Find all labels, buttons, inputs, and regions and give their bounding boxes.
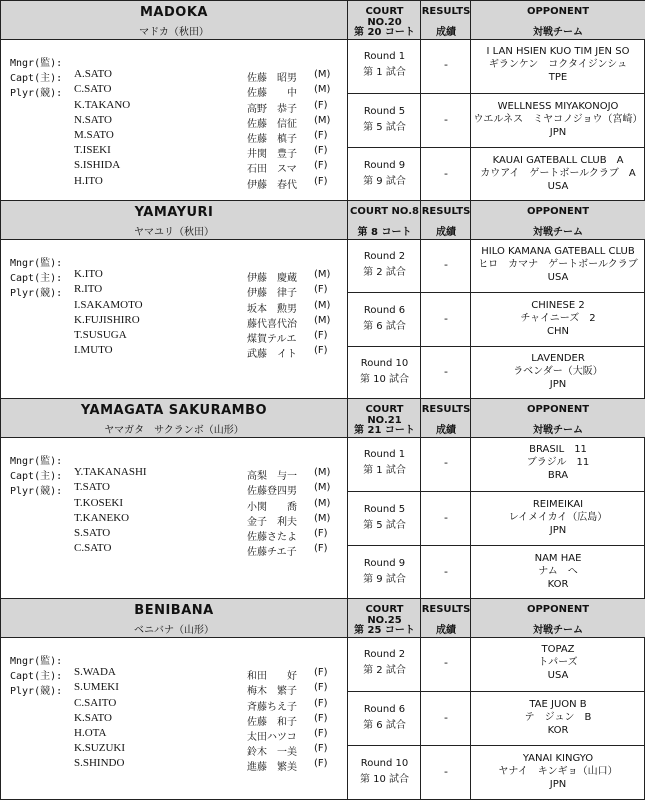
result-value: - — [444, 511, 448, 524]
round-cell — [347, 546, 421, 600]
round-row — [347, 437, 644, 491]
round-number: Round 2 — [363, 250, 406, 262]
round-cell — [347, 39, 421, 93]
round-number-ja: 第 2 試合 — [363, 266, 406, 278]
role-label-mngr: Mngr(監): — [10, 456, 63, 467]
round-row — [347, 93, 644, 148]
player-sex: (M) — [314, 269, 331, 281]
opponent-cell — [470, 637, 645, 691]
player-name-ja: 太田ハツコ — [247, 732, 297, 743]
player-name-ja: 佐藤 中 — [247, 88, 297, 100]
opponent-name-ja: テ ジュン B — [524, 712, 592, 723]
result-value: - — [444, 765, 448, 778]
opponent-name-ja: ヒロ カマナ ゲートボールクラブ — [478, 258, 638, 270]
results-label: RESULTS — [421, 206, 471, 217]
opponent-header — [470, 599, 645, 638]
round-number-ja: 第 6 試合 — [363, 720, 406, 731]
round-number-ja: 第 1 試合 — [363, 465, 406, 476]
court-header — [347, 1, 421, 40]
opponent-header — [470, 1, 645, 40]
results-header — [420, 599, 471, 638]
opponent-name: CHINESE 2 — [531, 299, 585, 311]
player-sex: (F) — [314, 99, 328, 111]
round-row — [347, 637, 644, 691]
opponent-name: LAVENDER — [531, 353, 585, 365]
results-label-ja: 成績 — [436, 425, 456, 436]
result-value: - — [444, 167, 448, 180]
opponent-name: TAE JUON B — [529, 699, 587, 710]
round-cell — [347, 492, 421, 546]
player-sex: (F) — [314, 330, 328, 341]
result-cell — [420, 239, 471, 292]
round-number-ja: 第 10 試合 — [359, 774, 410, 785]
opponent-cell — [470, 546, 645, 600]
opponent-cell — [470, 148, 645, 202]
player-name-ja: 伊藤 律子 — [247, 288, 297, 300]
opponent-cell — [470, 347, 645, 400]
round-row — [347, 239, 644, 292]
result-cell — [420, 492, 471, 546]
player-name: T.KANEKO — [74, 511, 130, 524]
opponent-header — [470, 201, 645, 240]
opponent-country: BRA — [547, 470, 569, 481]
round-number-ja: 第 6 試合 — [363, 320, 406, 332]
result-cell — [420, 746, 471, 800]
results-label-ja: 成績 — [436, 625, 456, 636]
player-name: K.TAKANO — [74, 98, 131, 111]
round-number: Round 5 — [363, 504, 406, 515]
opponent-name: BRASIL 11 — [529, 444, 587, 455]
opponent-cell — [470, 492, 645, 546]
round-row — [347, 346, 644, 400]
role-label-plyr: Plyr(競): — [10, 288, 63, 300]
player-name-ja: 金子 利夫 — [247, 516, 297, 528]
opponent-name: I LAN HSIEN KUO TIM JEN SO — [486, 46, 630, 57]
player-sex: (M) — [314, 497, 331, 509]
results-header — [420, 399, 471, 438]
round-number: Round 10 — [360, 758, 409, 769]
player-sex: (M) — [314, 69, 331, 81]
results-header — [420, 201, 471, 240]
round-number-ja: 第 5 試合 — [363, 520, 406, 531]
team-name-cell — [1, 1, 347, 40]
opponent-label-ja: 対戦チーム — [533, 625, 583, 636]
player-name: I.SAKAMOTO — [74, 298, 143, 311]
opponent-cell — [470, 239, 645, 292]
result-cell — [420, 293, 471, 346]
team-name-cell — [1, 599, 347, 638]
player-name: T.KOSEKI — [74, 496, 123, 509]
opponent-label: OPPONENT — [526, 404, 590, 415]
player-name-ja: 佐藤 信征 — [247, 118, 297, 130]
opponent-label-ja: 対戦チーム — [533, 425, 583, 436]
opponent-cell — [470, 94, 645, 148]
block-divider — [1, 398, 644, 399]
opponent-country: JPN — [549, 127, 567, 138]
round-number-ja: 第 10 試合 — [359, 374, 410, 386]
player-sex: (F) — [314, 284, 328, 296]
team-name-cell — [1, 399, 347, 438]
opponent-cell — [470, 293, 645, 346]
team-body — [1, 39, 644, 201]
court-number: COURT NO.20 — [365, 6, 404, 28]
player-name: T.SUSUGA — [74, 329, 127, 341]
result-cell — [420, 692, 471, 746]
court-number-ja: 第 20 コート — [354, 27, 415, 38]
result-cell — [420, 39, 471, 93]
round-cell — [347, 293, 421, 346]
player-sex: (F) — [314, 697, 328, 709]
results-label: RESULTS — [421, 604, 471, 615]
player-name: S.SHINDO — [74, 757, 125, 770]
player-sex: (M) — [314, 512, 331, 524]
player-sex: (M) — [314, 314, 331, 326]
court-number: COURT NO.8 — [350, 206, 419, 217]
player-sex: (M) — [314, 299, 331, 311]
team-name-ja: ヤマユリ（秋田） — [134, 227, 214, 238]
player-name-ja: 佐藤 和子 — [247, 716, 297, 728]
result-value: - — [444, 711, 448, 724]
round-number: Round 6 — [363, 704, 406, 715]
player-sex: (F) — [314, 145, 328, 157]
round-cell — [347, 94, 421, 148]
role-label-mngr: Mngr(監): — [10, 258, 63, 269]
round-number-ja: 第 2 試合 — [363, 665, 406, 676]
team-block — [1, 201, 644, 399]
opponent-name-ja: ラベンダー（大阪） — [513, 366, 603, 378]
opponent-name-ja: ブラジル 11 — [526, 457, 590, 468]
opponent-country: JPN — [549, 779, 567, 790]
player-name: Y.TAKANASHI — [74, 466, 147, 479]
round-number: Round 9 — [363, 558, 406, 569]
round-cell — [347, 347, 421, 400]
player-sex: (F) — [314, 667, 328, 679]
opponent-country: CHN — [547, 325, 569, 337]
round-cell — [347, 692, 421, 746]
team-body — [1, 637, 644, 799]
player-name-ja: 佐藤 槙子 — [247, 134, 297, 145]
court-number: COURT NO.25 — [365, 604, 404, 626]
result-cell — [420, 148, 471, 202]
round-row — [347, 545, 644, 600]
result-value: - — [444, 113, 448, 126]
round-cell — [347, 239, 421, 292]
player-sex: (M) — [314, 467, 331, 479]
opponent-country: USA — [547, 271, 569, 283]
player-name-ja: 佐藤登四男 — [247, 486, 297, 498]
roster — [1, 437, 347, 599]
opponent-name-ja: ギランケン コクタイジンシュ — [488, 59, 628, 70]
court-number-ja: 第 8 コート — [357, 227, 412, 238]
team-block — [1, 599, 644, 799]
team-name-ja: ベニバナ（山形） — [134, 625, 214, 636]
round-cell — [347, 746, 421, 800]
player-sex: (F) — [314, 130, 328, 141]
team-name-ja: マドカ（秋田） — [139, 27, 209, 38]
player-name: S.UMEKI — [74, 681, 119, 694]
block-divider — [1, 200, 644, 201]
round-row — [347, 745, 644, 800]
round-number: Round 10 — [360, 358, 409, 370]
player-name-ja: 伊藤 春代 — [247, 179, 297, 191]
round-number-ja: 第 5 試合 — [363, 122, 406, 133]
team-name-ja: ヤマガタ サクランボ（山形） — [104, 425, 244, 436]
court-number-ja: 第 21 コート — [354, 425, 415, 436]
roster — [1, 239, 347, 399]
player-sex: (F) — [314, 712, 328, 724]
opponent-cell — [470, 692, 645, 746]
player-sex: (F) — [314, 175, 328, 187]
opponent-label-ja: 対戦チーム — [533, 227, 583, 238]
player-name: T.ISEKI — [74, 144, 111, 157]
player-sex: (F) — [314, 728, 328, 739]
round-row — [347, 147, 644, 202]
player-name: K.SATO — [74, 711, 113, 724]
team-header — [1, 399, 644, 437]
opponent-name: KAUAI GATEBALL CLUB A — [492, 155, 624, 166]
round-number: Round 2 — [363, 649, 406, 660]
opponent-name-ja: レイメイカイ（広島） — [508, 512, 608, 523]
player-name-ja: 伊藤 慶蔵 — [247, 273, 297, 285]
round-number: Round 5 — [363, 106, 406, 117]
court-header — [347, 201, 421, 240]
player-name-ja: 佐藤 昭男 — [247, 73, 297, 85]
opponent-cell — [470, 437, 645, 491]
opponent-name-ja: カウアイ ゲートボールクラブ A — [480, 168, 636, 179]
round-number: Round 6 — [363, 304, 406, 316]
player-name: S.SATO — [74, 527, 111, 539]
opponent-name: HILO KAMANA GATEBALL CLUB — [481, 245, 635, 257]
opponent-cell — [470, 746, 645, 800]
player-name-ja: 石田 スマ — [247, 164, 297, 176]
role-label-capt: Capt(主): — [10, 73, 63, 85]
result-cell — [420, 437, 471, 491]
player-name: C.SATO — [74, 542, 112, 555]
opponent-name-ja: チャイニーズ 2 — [520, 312, 596, 324]
player-sex: (F) — [314, 345, 328, 357]
player-name: H.ITO — [74, 174, 103, 187]
result-value: - — [444, 365, 448, 379]
role-label-plyr: Plyr(競): — [10, 88, 63, 100]
player-name: C.SAITO — [74, 696, 117, 709]
player-name: A.SATO — [74, 68, 113, 81]
team-block — [1, 1, 644, 201]
result-value: - — [444, 257, 448, 271]
opponent-country: KOR — [547, 725, 569, 736]
result-cell — [420, 347, 471, 400]
result-value: - — [444, 565, 448, 578]
result-value: - — [444, 656, 448, 669]
results-label-ja: 成績 — [436, 227, 456, 238]
opponent-country: USA — [547, 670, 569, 681]
player-sex: (F) — [314, 758, 328, 770]
team-body — [1, 437, 644, 599]
opponent-header — [470, 399, 645, 438]
opponent-country: USA — [547, 181, 569, 192]
round-number-ja: 第 1 試合 — [363, 67, 406, 78]
player-name: N.SATO — [74, 113, 113, 126]
round-number: Round 1 — [363, 51, 406, 62]
opponent-cell — [470, 39, 645, 93]
player-name-ja: 坂本 勲男 — [247, 303, 297, 315]
player-name-ja: 佐藤さたよ — [247, 532, 297, 543]
opponent-name-ja: トパーズ — [538, 657, 578, 668]
result-cell — [420, 637, 471, 691]
player-name: H.OTA — [74, 727, 107, 739]
player-name-ja: 和田 好 — [247, 671, 297, 683]
opponent-label: OPPONENT — [526, 206, 590, 217]
opponent-country: JPN — [549, 525, 567, 536]
opponent-name: YANAI KINGYO — [522, 753, 594, 764]
player-sex: (M) — [314, 482, 331, 494]
player-name-ja: 煤賀テルエ — [247, 334, 297, 345]
player-name: R.ITO — [74, 283, 103, 296]
player-name: M.SATO — [74, 129, 114, 141]
round-number-ja: 第 9 試合 — [363, 176, 406, 187]
player-name-ja: 斉藤ちえ子 — [247, 701, 297, 713]
block-divider — [1, 598, 644, 599]
court-header — [347, 399, 421, 438]
player-name: K.ITO — [74, 268, 103, 281]
result-cell — [420, 94, 471, 148]
player-name: C.SATO — [74, 83, 112, 96]
results-label: RESULTS — [421, 404, 471, 415]
opponent-name: NAM HAE — [534, 553, 582, 564]
team-name-cell — [1, 201, 347, 240]
team-header — [1, 201, 644, 239]
player-sex: (M) — [314, 84, 331, 96]
player-sex: (F) — [314, 160, 328, 172]
player-name: K.SUZUKI — [74, 742, 126, 755]
round-row — [347, 39, 644, 93]
results-header — [420, 1, 471, 40]
court-number: COURT NO.21 — [365, 404, 404, 426]
player-sex: (F) — [314, 528, 328, 539]
player-name-ja: 鈴木 一美 — [247, 747, 297, 759]
court-header — [347, 599, 421, 638]
player-name-ja: 藤代喜代治 — [247, 318, 297, 330]
team-name: YAMAYURI — [134, 205, 214, 220]
role-label-mngr: Mngr(監): — [10, 58, 63, 69]
player-name: S.WADA — [74, 666, 116, 679]
round-number: Round 9 — [363, 160, 406, 171]
player-name-ja: 佐藤チエ子 — [247, 547, 297, 559]
results-label: RESULTS — [421, 6, 471, 17]
player-name-ja: 進藤 繁美 — [247, 762, 297, 774]
player-name: I.MUTO — [74, 344, 113, 357]
results-label-ja: 成績 — [436, 27, 456, 38]
team-block — [1, 399, 644, 599]
round-cell — [347, 148, 421, 202]
opponent-label: OPPONENT — [526, 604, 590, 615]
round-row — [347, 691, 644, 746]
team-name: BENIBANA — [134, 603, 214, 618]
opponent-name: TOPAZ — [541, 644, 575, 655]
player-name: K.FUJISHIRO — [74, 313, 140, 326]
player-name: S.ISHIDA — [74, 159, 121, 172]
role-label-plyr: Plyr(競): — [10, 686, 63, 698]
opponent-label: OPPONENT — [526, 6, 590, 17]
result-value: - — [444, 456, 448, 469]
opponent-country: TPE — [548, 72, 568, 83]
opponent-country: KOR — [547, 579, 569, 590]
role-label-capt: Capt(主): — [10, 471, 63, 483]
court-number-ja: 第 25 コート — [354, 625, 415, 636]
opponent-label-ja: 対戦チーム — [533, 27, 583, 38]
player-name-ja: 梅木 繁子 — [247, 686, 297, 698]
round-number: Round 1 — [363, 449, 406, 460]
team-header — [1, 599, 644, 637]
player-name-ja: 井関 豊子 — [247, 149, 297, 161]
roster — [1, 637, 347, 799]
role-label-mngr: Mngr(監): — [10, 656, 63, 667]
role-label-capt: Capt(主): — [10, 273, 63, 285]
role-label-plyr: Plyr(競): — [10, 486, 63, 498]
player-name-ja: 武藤 イト — [247, 349, 297, 361]
opponent-name-ja: ヤナイ キンギョ（山口） — [498, 766, 618, 777]
role-label-capt: Capt(主): — [10, 671, 63, 683]
round-number-ja: 第 9 試合 — [363, 574, 406, 585]
opponent-country: JPN — [549, 379, 567, 391]
opponent-name: WELLNESS MIYAKONOJO — [497, 101, 619, 112]
round-row — [347, 491, 644, 546]
result-value: - — [444, 311, 448, 325]
result-cell — [420, 546, 471, 600]
opponent-name: REIMEIKAI — [532, 499, 584, 510]
player-name-ja: 高野 恭子 — [247, 103, 297, 115]
team-header — [1, 1, 644, 39]
player-sex: (F) — [314, 743, 328, 755]
round-cell — [347, 437, 421, 491]
team-name: YAMAGATA SAKURAMBO — [80, 403, 268, 418]
round-row — [347, 292, 644, 346]
player-name: T.SATO — [74, 481, 110, 494]
opponent-name-ja: ナム へ — [538, 566, 578, 577]
round-cell — [347, 637, 421, 691]
result-value: - — [444, 58, 448, 71]
team-name: MADOKA — [140, 5, 208, 20]
player-sex: (F) — [314, 543, 328, 555]
player-sex: (F) — [314, 682, 328, 694]
player-name-ja: 小関 喬 — [247, 501, 297, 513]
player-sex: (M) — [314, 114, 331, 126]
roster — [1, 39, 347, 201]
team-body — [1, 239, 644, 399]
opponent-name-ja: ウエルネス ミヤコノジョウ（宮崎） — [473, 114, 643, 125]
player-name-ja: 高梨 与一 — [247, 471, 297, 483]
